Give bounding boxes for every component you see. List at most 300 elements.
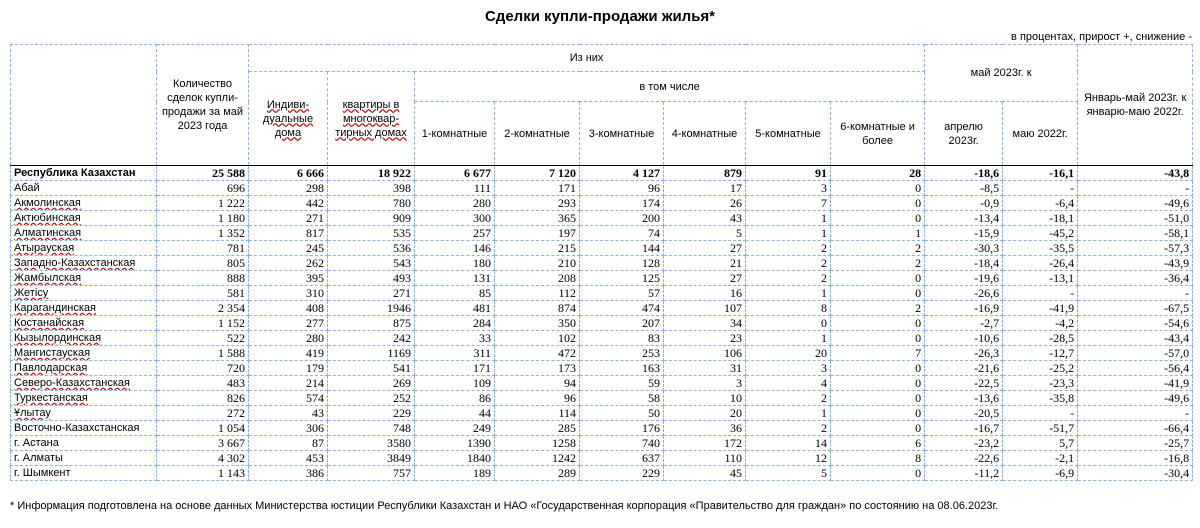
cell-rooms-3: 96 [580, 181, 664, 196]
cell-rooms-1: 284 [415, 316, 495, 331]
cell-rooms-3: 128 [580, 256, 664, 271]
table-body [11, 166, 1193, 481]
cell-change-vs-april: -18,6 [925, 166, 1003, 181]
table-row [11, 451, 1193, 466]
header-deal-count: Количество сделок купли-продажи за май 2023 года [157, 45, 249, 166]
cell-region-name: г. Шымкент [11, 466, 157, 481]
cell-rooms-4: 17 [664, 181, 746, 196]
table-row [11, 196, 1193, 211]
cell-change-vs-may-2022: -4,2 [1003, 316, 1078, 331]
cell-deal-count: 1 152 [157, 316, 249, 331]
cell-rooms-5: 2 [746, 256, 831, 271]
cell-rooms-6-plus: 7 [831, 346, 925, 361]
cell-rooms-4: 172 [664, 436, 746, 451]
cell-change-vs-may-2022: -25,2 [1003, 361, 1078, 376]
cell-rooms-1: 33 [415, 331, 495, 346]
cell-deal-count: 1 143 [157, 466, 249, 481]
cell-apartments: 1946 [328, 301, 415, 316]
header-rooms-6-plus: 6-комнатные и более [831, 102, 925, 166]
cell-apartments: 757 [328, 466, 415, 481]
cell-rooms-3: 125 [580, 271, 664, 286]
cell-region-name: Мангистауская [11, 346, 157, 361]
cell-rooms-5: 1 [746, 406, 831, 421]
cell-rooms-2: 173 [495, 361, 580, 376]
cell-rooms-6-plus: 0 [831, 361, 925, 376]
cell-rooms-5: 3 [746, 361, 831, 376]
cell-rooms-3: 50 [580, 406, 664, 421]
cell-rooms-3: 200 [580, 211, 664, 226]
cell-rooms-1: 44 [415, 406, 495, 421]
cell-rooms-3: 4 127 [580, 166, 664, 181]
cell-rooms-3: 144 [580, 241, 664, 256]
cell-rooms-1: 6 677 [415, 166, 495, 181]
cell-rooms-4: 879 [664, 166, 746, 181]
table-row [11, 406, 1193, 421]
cell-rooms-2: 171 [495, 181, 580, 196]
cell-region-name: Ұлытау [11, 406, 157, 421]
cell-region-name: г. Алматы [11, 451, 157, 466]
cell-rooms-4: 107 [664, 301, 746, 316]
cell-change-vs-april: -15,9 [925, 226, 1003, 241]
header-rooms-2: 2-комнатные [495, 102, 580, 166]
cell-rooms-4: 5 [664, 226, 746, 241]
cell-rooms-3: 637 [580, 451, 664, 466]
cell-region-name: Алматинская [11, 226, 157, 241]
cell-rooms-6-plus: 28 [831, 166, 925, 181]
cell-rooms-4: 31 [664, 361, 746, 376]
cell-change-vs-may-2022: 5,7 [1003, 436, 1078, 451]
cell-rooms-5: 1 [746, 331, 831, 346]
cell-rooms-6-plus: 0 [831, 406, 925, 421]
cell-rooms-3: 74 [580, 226, 664, 241]
cell-individual-houses: 262 [249, 256, 328, 271]
cell-apartments: 229 [328, 406, 415, 421]
cell-region-name: г. Астана [11, 436, 157, 451]
table-row [11, 286, 1193, 301]
cell-individual-houses: 298 [249, 181, 328, 196]
cell-change-jan-may: - [1078, 406, 1193, 421]
cell-change-vs-may-2022: -41,9 [1003, 301, 1078, 316]
cell-rooms-5: 7 [746, 196, 831, 211]
header-of-them: Из них [249, 45, 925, 72]
cell-rooms-2: 96 [495, 391, 580, 406]
cell-change-vs-april: -8,5 [925, 181, 1003, 196]
cell-rooms-1: 481 [415, 301, 495, 316]
cell-individual-houses: 245 [249, 241, 328, 256]
cell-rooms-1: 280 [415, 196, 495, 211]
cell-change-jan-may: -43,4 [1078, 331, 1193, 346]
cell-rooms-4: 10 [664, 391, 746, 406]
table-row [11, 391, 1193, 406]
cell-rooms-3: 57 [580, 286, 664, 301]
cell-apartments: 909 [328, 211, 415, 226]
cell-rooms-3: 229 [580, 466, 664, 481]
cell-change-vs-may-2022: -6,9 [1003, 466, 1078, 481]
cell-change-vs-april: -16,7 [925, 421, 1003, 436]
cell-rooms-3: 176 [580, 421, 664, 436]
cell-rooms-3: 174 [580, 196, 664, 211]
header-rooms-1: 1-комнатные [415, 102, 495, 166]
cell-individual-houses: 408 [249, 301, 328, 316]
cell-change-jan-may: -57,3 [1078, 241, 1193, 256]
cell-rooms-1: 300 [415, 211, 495, 226]
cell-rooms-3: 59 [580, 376, 664, 391]
cell-change-vs-april: -16,9 [925, 301, 1003, 316]
cell-change-vs-april: -11,2 [925, 466, 1003, 481]
cell-deal-count: 1 054 [157, 421, 249, 436]
cell-rooms-6-plus: 0 [831, 196, 925, 211]
cell-change-vs-may-2022: -18,1 [1003, 211, 1078, 226]
cell-change-vs-april: -26,3 [925, 346, 1003, 361]
cell-rooms-4: 106 [664, 346, 746, 361]
cell-rooms-5: 14 [746, 436, 831, 451]
header-rooms-4: 4-комнатные [664, 102, 746, 166]
cell-rooms-1: 146 [415, 241, 495, 256]
header-jan-may: Январь-май 2023г. к январю-маю 2022г. [1078, 45, 1193, 166]
cell-region-name: Туркестанская [11, 391, 157, 406]
cell-rooms-3: 740 [580, 436, 664, 451]
cell-rooms-3: 474 [580, 301, 664, 316]
cell-apartments: 875 [328, 316, 415, 331]
cell-deal-count: 3 667 [157, 436, 249, 451]
cell-change-jan-may: - [1078, 181, 1193, 196]
cell-change-vs-april: -30,3 [925, 241, 1003, 256]
cell-change-jan-may: -41,9 [1078, 376, 1193, 391]
cell-rooms-5: 2 [746, 241, 831, 256]
units-note: в процентах, прирост +, снижение - [1011, 31, 1192, 43]
cell-deal-count: 2 354 [157, 301, 249, 316]
table-row [11, 301, 1193, 316]
header-rooms-3: 3-комнатные [580, 102, 664, 166]
cell-change-jan-may: -57,0 [1078, 346, 1193, 361]
cell-change-vs-may-2022: -26,4 [1003, 256, 1078, 271]
cell-rooms-1: 85 [415, 286, 495, 301]
cell-rooms-5: 1 [746, 211, 831, 226]
cell-rooms-2: 285 [495, 421, 580, 436]
table-row [11, 316, 1193, 331]
cell-change-jan-may: -16,8 [1078, 451, 1193, 466]
cell-apartments: 398 [328, 181, 415, 196]
cell-region-name: Абай [11, 181, 157, 196]
cell-rooms-4: 3 [664, 376, 746, 391]
table-row [11, 256, 1193, 271]
cell-change-vs-april: -18,4 [925, 256, 1003, 271]
cell-individual-houses: 6 666 [249, 166, 328, 181]
cell-individual-houses: 87 [249, 436, 328, 451]
cell-rooms-6-plus: 1 [831, 226, 925, 241]
cell-change-vs-may-2022: -2,1 [1003, 451, 1078, 466]
cell-rooms-4: 43 [664, 211, 746, 226]
cell-rooms-4: 27 [664, 241, 746, 256]
cell-apartments: 780 [328, 196, 415, 211]
cell-rooms-6-plus: 0 [831, 286, 925, 301]
header-april-2023: апрелю 2023г. [925, 102, 1003, 166]
cell-change-jan-may: -66,4 [1078, 421, 1193, 436]
cell-change-jan-may: -43,8 [1078, 166, 1193, 181]
table-row-total [11, 166, 1193, 181]
cell-rooms-1: 131 [415, 271, 495, 286]
cell-deal-count: 826 [157, 391, 249, 406]
cell-apartments: 242 [328, 331, 415, 346]
cell-rooms-2: 114 [495, 406, 580, 421]
cell-change-jan-may: -58,1 [1078, 226, 1193, 241]
cell-rooms-6-plus: 2 [831, 301, 925, 316]
cell-region-name: Восточно-Казахстанская [11, 421, 157, 436]
cell-rooms-1: 171 [415, 361, 495, 376]
cell-rooms-4: 21 [664, 256, 746, 271]
cell-apartments: 748 [328, 421, 415, 436]
cell-region-name: Северо-Казахстанская [11, 376, 157, 391]
cell-deal-count: 888 [157, 271, 249, 286]
cell-rooms-4: 36 [664, 421, 746, 436]
cell-rooms-2: 365 [495, 211, 580, 226]
cell-region-name: Западно-Казахстанская [11, 256, 157, 271]
cell-apartments: 3580 [328, 436, 415, 451]
cell-rooms-2: 215 [495, 241, 580, 256]
cell-individual-houses: 179 [249, 361, 328, 376]
cell-rooms-1: 111 [415, 181, 495, 196]
cell-rooms-4: 16 [664, 286, 746, 301]
cell-deal-count: 4 302 [157, 451, 249, 466]
cell-rooms-2: 1242 [495, 451, 580, 466]
cell-change-vs-april: -13,4 [925, 211, 1003, 226]
cell-change-vs-may-2022: - [1003, 406, 1078, 421]
cell-deal-count: 720 [157, 361, 249, 376]
cell-rooms-1: 180 [415, 256, 495, 271]
cell-change-vs-may-2022: -45,2 [1003, 226, 1078, 241]
cell-rooms-2: 293 [495, 196, 580, 211]
table-row [11, 226, 1193, 241]
cell-rooms-2: 1258 [495, 436, 580, 451]
page-title: Сделки купли-продажи жилья* [484, 8, 716, 25]
cell-change-vs-april: -10,6 [925, 331, 1003, 346]
cell-individual-houses: 280 [249, 331, 328, 346]
cell-change-vs-april: -13,6 [925, 391, 1003, 406]
cell-deal-count: 696 [157, 181, 249, 196]
cell-rooms-6-plus: 0 [831, 316, 925, 331]
cell-rooms-4: 23 [664, 331, 746, 346]
cell-rooms-1: 311 [415, 346, 495, 361]
cell-region-name: Актюбинская [11, 211, 157, 226]
cell-rooms-5: 12 [746, 451, 831, 466]
cell-rooms-3: 58 [580, 391, 664, 406]
cell-apartments: 535 [328, 226, 415, 241]
cell-deal-count: 805 [157, 256, 249, 271]
cell-region-name: Костанайская [11, 316, 157, 331]
cell-rooms-5: 20 [746, 346, 831, 361]
cell-deal-count: 581 [157, 286, 249, 301]
cell-rooms-6-plus: 2 [831, 256, 925, 271]
cell-change-vs-april: -21,6 [925, 361, 1003, 376]
table-row [11, 211, 1193, 226]
cell-deal-count: 1 222 [157, 196, 249, 211]
cell-rooms-3: 253 [580, 346, 664, 361]
cell-rooms-3: 83 [580, 331, 664, 346]
cell-rooms-6-plus: 0 [831, 391, 925, 406]
cell-rooms-2: 350 [495, 316, 580, 331]
table-row [11, 361, 1193, 376]
cell-rooms-1: 249 [415, 421, 495, 436]
table-row [11, 271, 1193, 286]
cell-change-vs-april: -19,6 [925, 271, 1003, 286]
cell-change-vs-may-2022: -13,1 [1003, 271, 1078, 286]
cell-individual-houses: 419 [249, 346, 328, 361]
cell-deal-count: 1 352 [157, 226, 249, 241]
cell-rooms-6-plus: 0 [831, 211, 925, 226]
cell-rooms-5: 2 [746, 421, 831, 436]
header-rooms-5: 5-комнатные [746, 102, 831, 166]
cell-rooms-2: 208 [495, 271, 580, 286]
cell-change-vs-may-2022: -16,1 [1003, 166, 1078, 181]
cell-change-jan-may: -49,6 [1078, 391, 1193, 406]
cell-apartments: 271 [328, 286, 415, 301]
cell-rooms-6-plus: 0 [831, 181, 925, 196]
table-row [11, 466, 1193, 481]
cell-change-jan-may: -56,4 [1078, 361, 1193, 376]
cell-rooms-2: 289 [495, 466, 580, 481]
cell-rooms-5: 8 [746, 301, 831, 316]
cell-deal-count: 1 588 [157, 346, 249, 361]
cell-change-vs-may-2022: -51,7 [1003, 421, 1078, 436]
cell-rooms-5: 91 [746, 166, 831, 181]
table-row [11, 346, 1193, 361]
cell-individual-houses: 310 [249, 286, 328, 301]
cell-deal-count: 1 180 [157, 211, 249, 226]
cell-deal-count: 272 [157, 406, 249, 421]
cell-change-vs-april: -22,6 [925, 451, 1003, 466]
cell-apartments: 541 [328, 361, 415, 376]
cell-rooms-1: 257 [415, 226, 495, 241]
cell-apartments: 1169 [328, 346, 415, 361]
cell-individual-houses: 43 [249, 406, 328, 421]
cell-rooms-5: 5 [746, 466, 831, 481]
cell-rooms-4: 34 [664, 316, 746, 331]
cell-change-vs-april: -26,6 [925, 286, 1003, 301]
cell-rooms-5: 4 [746, 376, 831, 391]
cell-individual-houses: 574 [249, 391, 328, 406]
cell-change-jan-may: -43,9 [1078, 256, 1193, 271]
table-row [11, 181, 1193, 196]
cell-region-name: Атырауская [11, 241, 157, 256]
cell-change-jan-may: -30,4 [1078, 466, 1193, 481]
cell-rooms-2: 7 120 [495, 166, 580, 181]
cell-rooms-6-plus: 0 [831, 466, 925, 481]
header-may-to: май 2023г. к [925, 45, 1078, 102]
cell-apartments: 269 [328, 376, 415, 391]
cell-region-name: Жамбылская [11, 271, 157, 286]
cell-region-name: Акмолинская [11, 196, 157, 211]
cell-rooms-2: 197 [495, 226, 580, 241]
cell-individual-houses: 442 [249, 196, 328, 211]
header-apartments: квартиры в многоквар-тирных домах [328, 72, 415, 166]
cell-region-name: Республика Казахстан [11, 166, 157, 181]
cell-rooms-4: 20 [664, 406, 746, 421]
table-row [11, 376, 1193, 391]
cell-region-name: Кызылординская [11, 331, 157, 346]
header-including: в том числе [415, 72, 925, 102]
cell-apartments: 493 [328, 271, 415, 286]
cell-change-vs-may-2022: -35,8 [1003, 391, 1078, 406]
table-row [11, 421, 1193, 436]
cell-individual-houses: 395 [249, 271, 328, 286]
cell-rooms-5: 1 [746, 286, 831, 301]
cell-rooms-6-plus: 0 [831, 331, 925, 346]
cell-rooms-6-plus: 0 [831, 376, 925, 391]
cell-apartments: 18 922 [328, 166, 415, 181]
cell-rooms-1: 86 [415, 391, 495, 406]
cell-rooms-1: 189 [415, 466, 495, 481]
cell-rooms-5: 2 [746, 391, 831, 406]
cell-rooms-4: 26 [664, 196, 746, 211]
cell-change-vs-may-2022: - [1003, 286, 1078, 301]
cell-apartments: 543 [328, 256, 415, 271]
cell-rooms-3: 207 [580, 316, 664, 331]
cell-change-vs-april: -23,2 [925, 436, 1003, 451]
cell-individual-houses: 214 [249, 376, 328, 391]
cell-rooms-2: 112 [495, 286, 580, 301]
cell-rooms-2: 472 [495, 346, 580, 361]
cell-change-vs-may-2022: -6,4 [1003, 196, 1078, 211]
header-region-blank [11, 45, 157, 166]
cell-deal-count: 25 588 [157, 166, 249, 181]
cell-rooms-5: 2 [746, 271, 831, 286]
cell-change-vs-may-2022: -28,5 [1003, 331, 1078, 346]
cell-apartments: 252 [328, 391, 415, 406]
housing-deals-table [10, 44, 1193, 481]
cell-rooms-5: 1 [746, 226, 831, 241]
cell-rooms-4: 27 [664, 271, 746, 286]
table-row [11, 241, 1193, 256]
cell-rooms-4: 110 [664, 451, 746, 466]
cell-deal-count: 781 [157, 241, 249, 256]
cell-individual-houses: 817 [249, 226, 328, 241]
cell-change-jan-may: -36,4 [1078, 271, 1193, 286]
cell-rooms-1: 1840 [415, 451, 495, 466]
cell-individual-houses: 386 [249, 466, 328, 481]
cell-region-name: Карагандинская [11, 301, 157, 316]
table-row [11, 331, 1193, 346]
cell-change-vs-april: -0,9 [925, 196, 1003, 211]
cell-change-jan-may: -51,0 [1078, 211, 1193, 226]
cell-change-vs-april: -20,5 [925, 406, 1003, 421]
cell-region-name: Павлодарская [11, 361, 157, 376]
cell-change-jan-may: -67,5 [1078, 301, 1193, 316]
cell-change-vs-may-2022: -23,3 [1003, 376, 1078, 391]
cell-rooms-1: 109 [415, 376, 495, 391]
cell-apartments: 536 [328, 241, 415, 256]
cell-individual-houses: 306 [249, 421, 328, 436]
cell-rooms-4: 45 [664, 466, 746, 481]
cell-change-jan-may: -49,6 [1078, 196, 1193, 211]
cell-change-vs-april: -22,5 [925, 376, 1003, 391]
cell-rooms-6-plus: 8 [831, 451, 925, 466]
cell-rooms-2: 874 [495, 301, 580, 316]
header-may-2022: маю 2022г. [1003, 102, 1078, 166]
cell-change-jan-may: -25,7 [1078, 436, 1193, 451]
cell-change-vs-april: -2,7 [925, 316, 1003, 331]
cell-individual-houses: 277 [249, 316, 328, 331]
cell-rooms-6-plus: 2 [831, 241, 925, 256]
cell-rooms-5: 0 [746, 316, 831, 331]
cell-rooms-3: 163 [580, 361, 664, 376]
cell-region-name: Жетісу [11, 286, 157, 301]
cell-rooms-1: 1390 [415, 436, 495, 451]
cell-rooms-5: 3 [746, 181, 831, 196]
cell-rooms-2: 102 [495, 331, 580, 346]
cell-rooms-2: 210 [495, 256, 580, 271]
cell-individual-houses: 453 [249, 451, 328, 466]
cell-rooms-6-plus: 0 [831, 271, 925, 286]
